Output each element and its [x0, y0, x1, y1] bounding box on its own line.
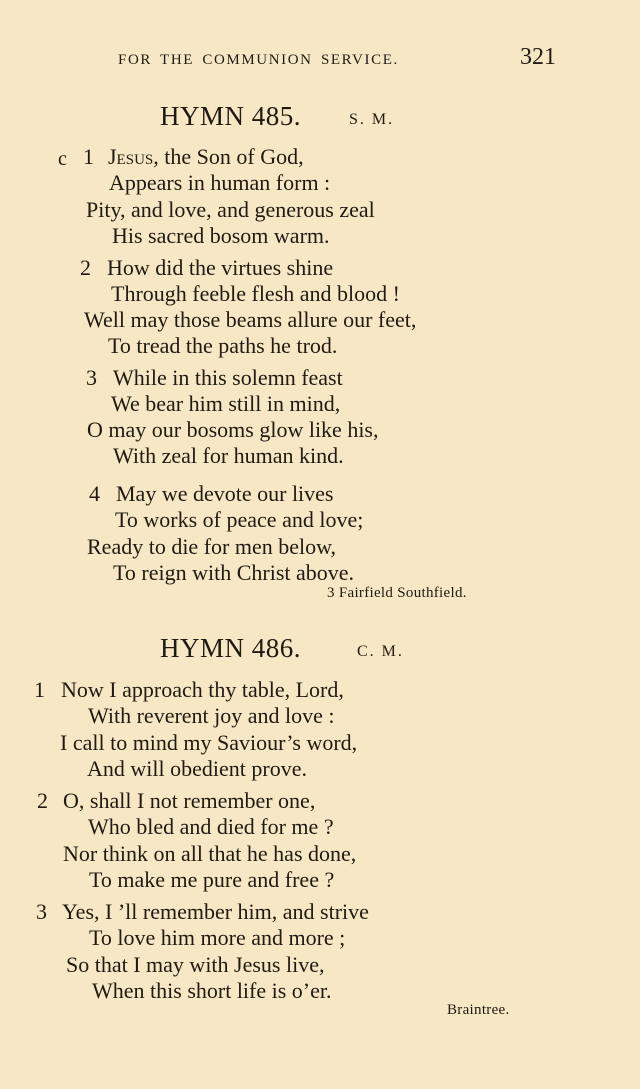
hymn-485-stanza-1-line-3: Pity, and love, and generous zeal — [86, 197, 375, 222]
page-number: 321 — [520, 44, 556, 70]
hymn-485-stanza-3-number: 3 — [86, 365, 97, 390]
hymn-485-stanza-2-line-1: How did the virtues shine — [107, 255, 334, 280]
hymn-486-stanza-2-line-4: To make me pure and free ? — [89, 867, 335, 892]
hymn-485-stanza-1-line-2: Appears in human form : — [109, 170, 331, 195]
hymn-485-stanza-4-line-2: To works of peace and love; — [115, 507, 364, 532]
hymn-486-stanza-2-line-3: Nor think on all that he has done, — [63, 841, 357, 866]
hymn-486-stanza-1-line-3: I call to mind my Saviour’s word, — [60, 730, 358, 755]
hymn-485-stanza-2-number: 2 — [80, 255, 91, 280]
hymn-486-stanza-1-line-1: Now I approach thy table, Lord, — [61, 677, 344, 702]
hymn-485-stanza-4-line-4: To reign with Christ above. — [113, 560, 355, 585]
hymn-486-tunes: Braintree. — [447, 1002, 510, 1018]
hymn-486-stanza-2-line-2: Who bled and died for me ? — [88, 814, 334, 839]
hymn-486-stanza-3-number: 3 — [36, 899, 47, 924]
hymn-485-stanza-3-line-2: We bear him still in mind, — [111, 391, 341, 416]
hymn-485-stanza-2-line-3: Well may those beams allure our feet, — [84, 307, 417, 332]
running-head: FOR THE COMMUNION SERVICE. — [118, 52, 399, 68]
hymn-485-stanza-4-number: 4 — [89, 481, 100, 506]
hymn-485-stanza-3-line-3: O may our bosoms glow like his, — [87, 417, 379, 442]
hymn-486-stanza-1-line-2: With reverent joy and love : — [88, 703, 335, 728]
hymn-485-mark: c — [58, 148, 67, 170]
hymn-485-title: HYMN 485. — [160, 101, 302, 131]
first-word: Jesus, — [108, 144, 159, 169]
line-rest: the Son of God, — [158, 144, 304, 169]
hymn-486-meter: C. M. — [357, 643, 404, 660]
hymn-485-stanza-2-line-2: Through feeble flesh and blood ! — [111, 281, 400, 306]
hymn-485-stanza-3-line-1: While in this solemn feast — [113, 365, 343, 390]
hymn-485-tunes: 3 Fairfield Southfield. — [327, 585, 467, 601]
hymn-486-stanza-1-number: 1 — [34, 677, 45, 702]
hymn-485-stanza-1-number: 1 — [83, 144, 94, 169]
hymn-486-stanza-2-line-1: O, shall I not remember one, — [63, 788, 316, 813]
hymn-485-stanza-1-line-4: His sacred bosom warm. — [112, 223, 330, 248]
hymn-486-stanza-3-line-4: When this short life is o’er. — [92, 978, 332, 1003]
hymn-485-meter: S. M. — [349, 111, 395, 128]
hymn-486-stanza-3-line-2: To love him more and more ; — [89, 925, 346, 950]
hymn-485-stanza-4-line-3: Ready to die for men below, — [87, 534, 337, 559]
hymn-485-stanza-2-line-4: To tread the paths he trod. — [108, 333, 338, 358]
hymn-486-stanza-2-number: 2 — [37, 788, 48, 813]
hymn-485-stanza-4-line-1: May we devote our lives — [116, 481, 334, 506]
hymn-485-stanza-3-line-4: With zeal for human kind. — [113, 443, 344, 468]
hymn-486-stanza-3-line-3: So that I may with Jesus live, — [66, 952, 325, 977]
hymn-486-stanza-3-line-1: Yes, I ’ll remember him, and strive — [62, 899, 369, 924]
hymn-486-stanza-1-line-4: And will obedient prove. — [87, 756, 307, 781]
hymn-486-title: HYMN 486. — [160, 633, 302, 663]
hymn-485-stanza-1-line-1 — [108, 146, 304, 168]
